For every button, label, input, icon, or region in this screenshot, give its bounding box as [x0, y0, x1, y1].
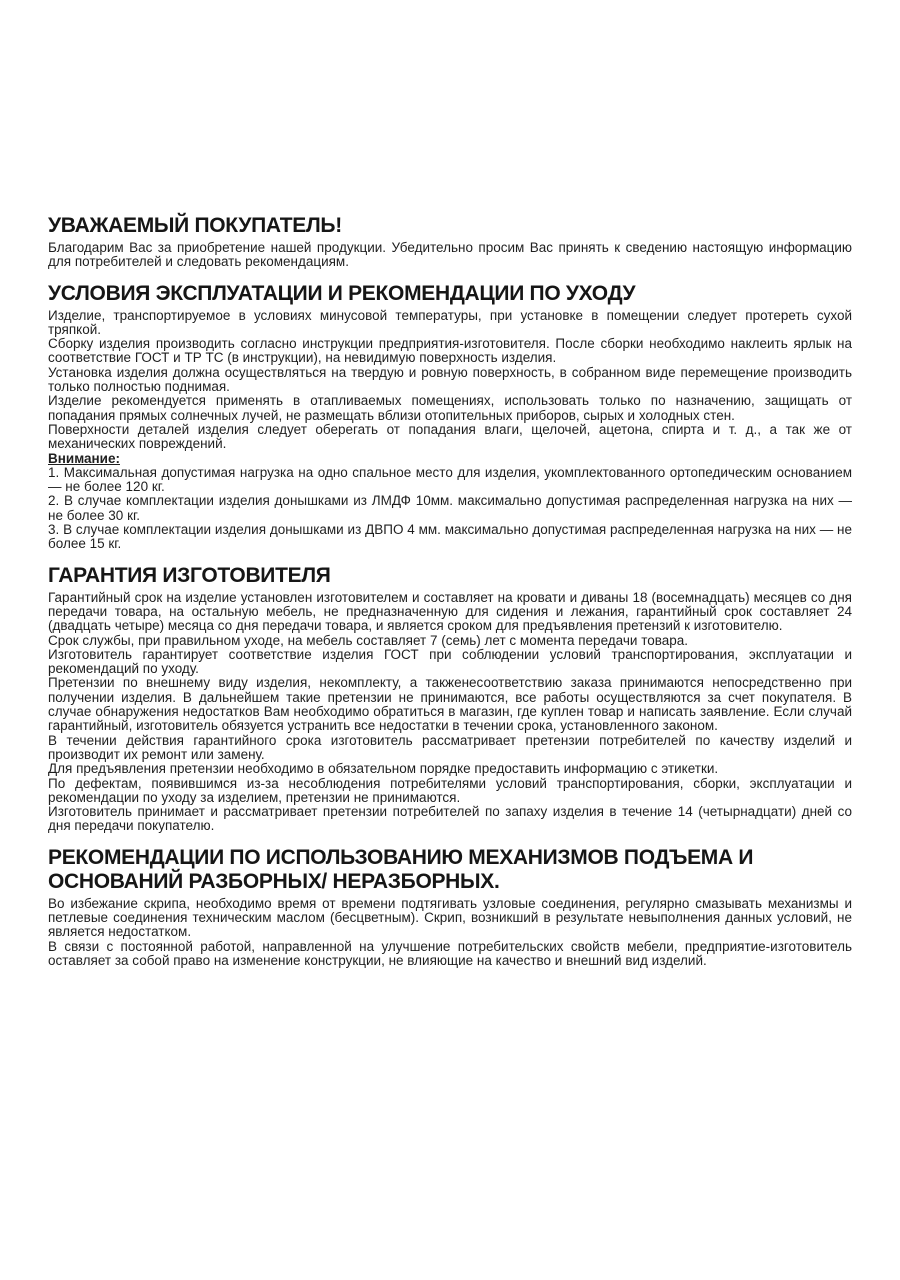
paragraph: Установка изделия должна осуществляться на твердую и ровную поверхность, в собранном виде перемещение производить только полностью поднимая. — [48, 364, 852, 395]
paragraph: Изделие рекомендуется применять в отапливаемых помещениях, использовать только по назначению, защищать от попадания прямых солнечных лучей, не размещать вблизи отопительных приборов, сырых и холодных стен. — [48, 393, 852, 423]
heading-dear-customer: УВАЖАЕМЫЙ ПОКУПАТЕЛЬ! — [48, 214, 342, 237]
paragraph: Во избежание скрипа, необходимо время от времени подтягивать узловые соединения, регулярно смазывать механизмы и петлевые соединения техническим маслом (бесцветным). Скрип, возникший в результате невыполнения данных условий, не является недостатком. — [48, 895, 852, 940]
paragraph: Претензии по внешнему виду изделия, некомплекту, а такженесоответствию заказа принимаются непосредственно при получении изделия. В дальнейшем такие претензии не принимаются, все работы осуществляются за счет покупателя. В случае обнаружения недостатков Вам необходимо обратиться в магазин, где куплен товар и написать заявление. Если случай гарантийный, изготовитель обязуется устранить все недостатки в течении срока, установленного законом. — [48, 675, 852, 734]
paragraph: В связи с постоянной работой, направленной на улучшение потребительских свойств мебели, предприятие-изготовитель оставляет за собой право на изменение конструкции, не влияющие на качество и внешний вид изделий. — [48, 938, 852, 968]
paragraph: Изготовитель гарантирует соответствие изделия ГОСТ при соблюдении условий транспортирования, эксплуатации и рекомендаций по уходу. — [48, 646, 852, 677]
paragraph: Срок службы, при правильном уходе, на мебель составляет 7 (семь) лет с момента передачи товара. — [48, 632, 689, 648]
attention-item: 3. В случае комплектации изделия донышками из ДВПО 4 мм. максимально допустимая распределенная нагрузка на них — не более 15 кг. — [48, 522, 852, 552]
heading-mechanism-recommendations: РЕКОМЕНДАЦИИ ПО ИСПОЛЬЗОВАНИЮ МЕХАНИЗМОВ ПОДЪЕМА И ОСНОВАНИЙ РАЗБОРНЫХ/ НЕРАЗБОРНЫХ. — [48, 845, 754, 893]
paragraph: Сборку изделия производить согласно инструкции предприятия-изготовителя. После сборки необходимо наклеить ярлык на соответствие ГОСТ и ТР ТС (в инструкции), на невидимую поверхность изделия. — [48, 336, 852, 366]
paragraph: Изделие, транспортируемое в условиях минусовой температуры, при установке в помещении следует протереть сухой тряпкой. — [48, 307, 852, 337]
heading-operating-conditions: УСЛОВИЯ ЭКСПЛУАТАЦИИ И РЕКОМЕНДАЦИИ ПО УХОДУ — [48, 281, 636, 305]
attention-label: Внимание: — [48, 450, 120, 466]
heading-manufacturer-warranty: ГАРАНТИЯ ИЗГОТОВИТЕЛЯ — [48, 563, 331, 587]
paragraph: По дефектам, появившимся из-за несоблюдения потребителями условий транспортирования, сборки, эксплуатации и рекомендации по уходу за изделием, претензии не принимаются. — [48, 775, 852, 805]
paragraph: Изготовитель принимает и рассматривает претензии потребителей по запаху изделия в течение 14 (четырнадцати) дней со дня передачи покупателю. — [48, 804, 852, 834]
paragraph: Благодарим Вас за приобретение нашей продукции. Убедительно просим Вас принять к сведению настоящую информацию для потребителей и следовать рекомендациям. — [48, 240, 852, 270]
paragraph: В течении действия гарантийного срока изготовитель рассматривает претензии потребителей по качеству изделий и производит их ремонт или замену. — [48, 732, 852, 762]
attention-label-line — [48, 452, 852, 466]
attention-item: 2. В случае комплектации изделия донышками из ЛМДФ 10мм. максимально допустимая распределенная нагрузка на них — не более 30 кг. — [48, 493, 852, 523]
attention-item: 1. Максимальная допустимая нагрузка на одно спальное место для изделия, укомплектованного ортопедическим основанием — не более 120 кг. — [48, 464, 852, 495]
paragraph: Гарантийный срок на изделие установлен изготовителем и составляет на кровати и диваны 18 (восемнадцать) месяцев со дня передачи товара, на остальную мебель, не предназначенную для сидения и лежания, гарантийный срок составляет 24 (двадцать четыре) месяца со дня передачи товара, и является сроком для предъявления претензий к изготовителю. — [48, 589, 852, 634]
paragraph: Для предъявления претензии необходимо в обязательном порядке предоставить информацию с этикетки. — [48, 761, 719, 777]
paragraph: Поверхности деталей изделия следует оберегать от попадания влаги, щелочей, ацетона, спирта и т. д., а так же от механических повреждений. — [48, 421, 852, 452]
